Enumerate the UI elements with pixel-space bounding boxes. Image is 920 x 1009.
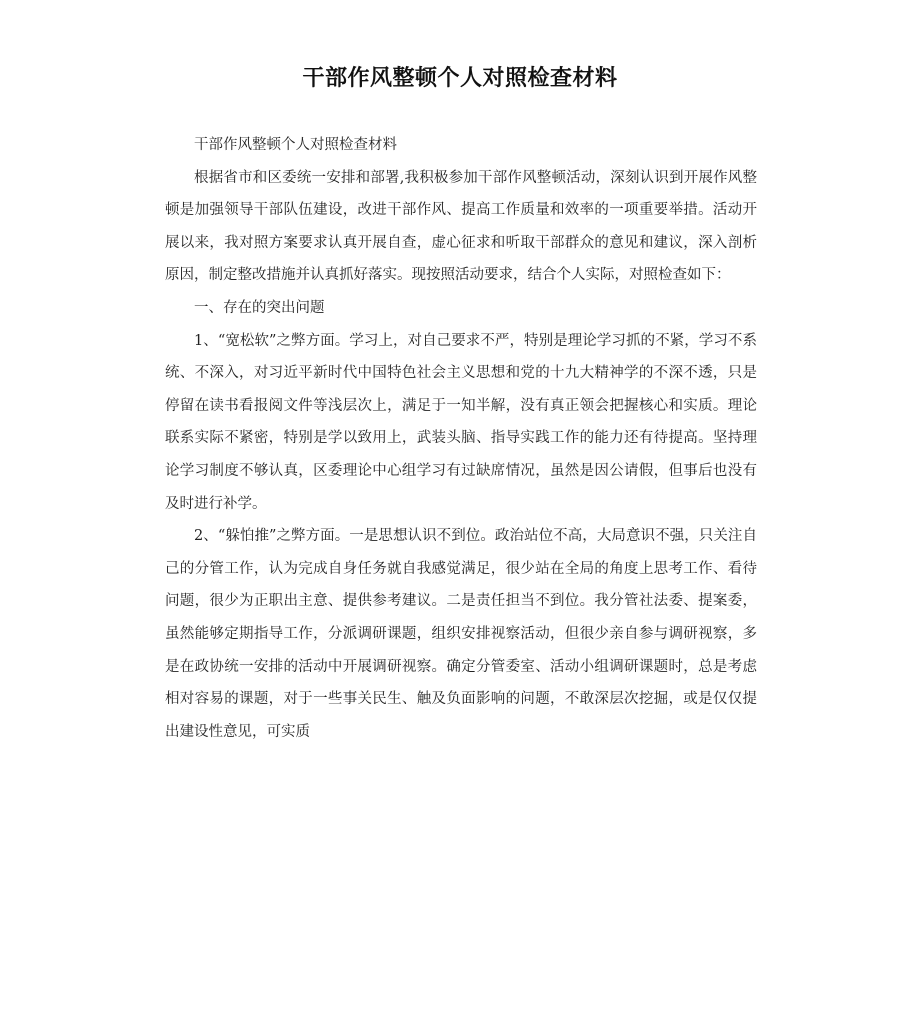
paragraph-item-1: 1、“宽松软”之弊方面。学习上，对自己要求不严，特别是理论学习抓的不紧，学习不系统、不深入，对习近平新时代中国特色社会主义思想和党的十九大精神学的不深不透，只是停留在读书看报阅文件等浅层次上，满足于一知半解，没有真正领会把握核心和实质。理论联系实际不紧密，特别是学以致用上，武装头脑、指导实践工作的能力还有待提高。坚持理论学习制度不够认真，区委理论中心组学习有过缺席情况，虽然是因公请假，但事后也没有及时进行补学。 [165,332,757,512]
document-title: 干部作风整顿个人对照检查材料 [302,66,618,91]
paragraph-intro: 根据省市和区委统一安排和部署,我积极参加干部作风整顿活动，深刻认识到开展作风整顿是加强领导干部队伍建设，改进干部作风、提高工作质量和效率的一项重要举措。活动开展以来，我对照方案要求认真开展自查，虚心征求和听取干部群众的意见和建议，深入剖析原因，制定整改措施并认真抓好落实。现按照活动要求，结合个人实际，对照检查如下： [165,169,757,284]
paragraph-item-2: 2、“躲怕推”之弊方面。一是思想认识不到位。政治站位不高，大局意识不强，只关注自己的分管工作，认为完成自身任务就自我感觉满足，很少站在全局的角度上思考工作、看待问题，很少为正职出主意、提供参考建议。二是责任担当不到位。我分管社法委、提案委，虽然能够定期指导工作，分派调研课题，组织安排视察活动，但很少亲自参与调研视察，多是在政协统一安排的活动中开展调研视察。确定分管委室、活动小组调研课题时，总是考虑相对容易的课题，对于一些事关民生、触及负面影响的问题，不敢深层次挖掘，或是仅仅提出建设性意见，可实质 [165,528,757,740]
section-heading-problems: 一、存在的突出问题 [194,299,325,316]
paragraph-heading-repeat: 干部作风整顿个人对照检查材料 [194,137,397,153]
document-body [165,129,757,748]
